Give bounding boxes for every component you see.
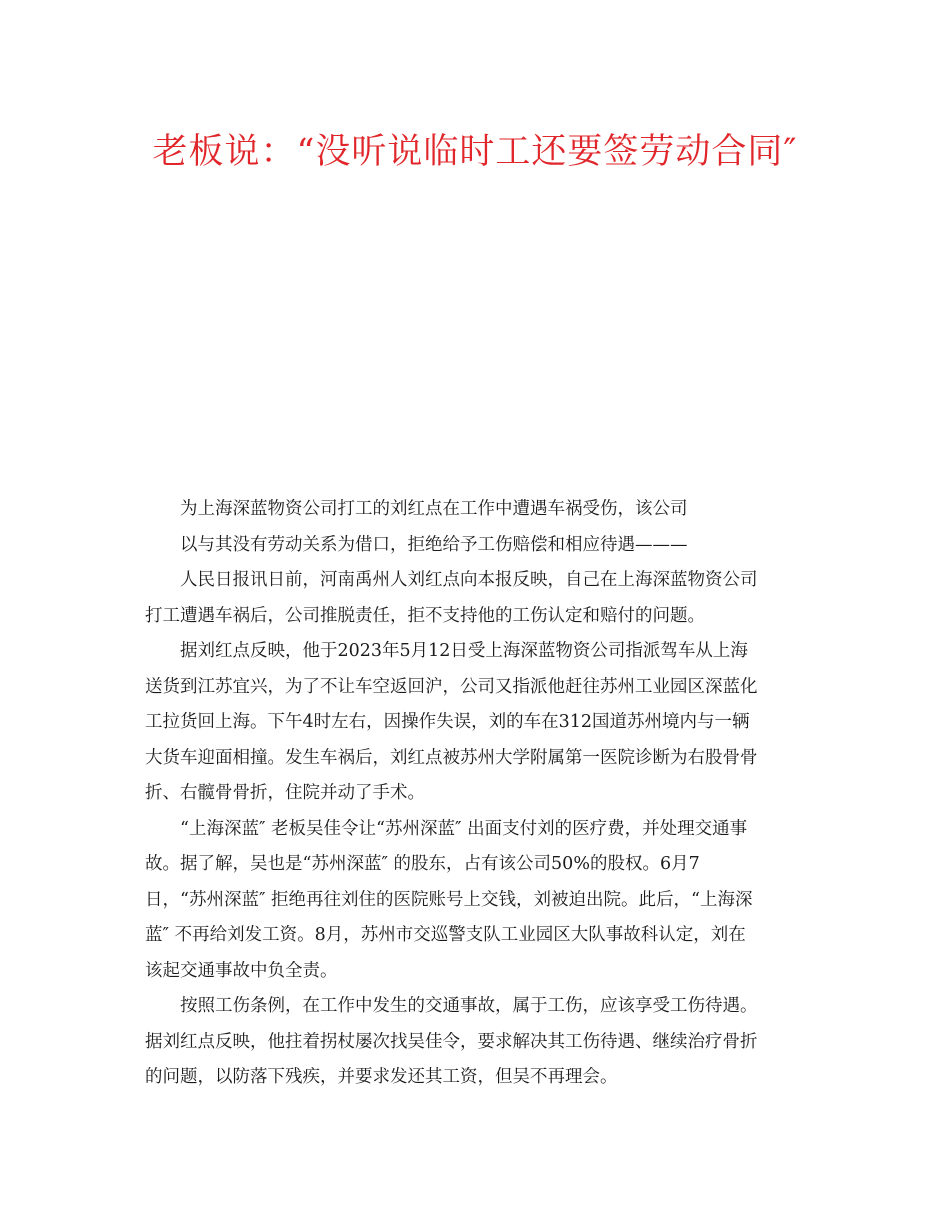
text-line: 送货到江苏宜兴，为了不让车空返回沪，公司又指派他赶往苏州工业园区深蓝化 [145, 676, 758, 697]
text-line: 该起交通事故中负全责。 [145, 960, 338, 981]
text-line: 据刘红点反映，他拄着拐杖屡次找吴佳令，要求解决其工伤待遇、继续治疗骨折 [145, 1031, 758, 1052]
text-line: 据刘红点反映，他于2023年5月12日受上海深蓝物资公司指派驾车从上海 [180, 641, 748, 661]
text-line: 蓝″ 不再给刘发工资。8月，苏州市交巡警支队工业园区大队事故科认定，刘在 [145, 925, 746, 945]
text-line: 的问题，以防落下残疾，并要求发还其工资，但吴不再理会。 [145, 1067, 618, 1087]
text-line: 日，“苏州深蓝″ 拒绝再往刘住的医院账号上交钱，刘被迫出院。此后，“上海深 [145, 889, 753, 910]
text-line: 人民日报讯日前，河南禹州人刘红点向本报反映，自己在上海深蓝物资公司 [180, 570, 758, 590]
text-line: 按照工伤条例，在工作中发生的交通事故，属于工伤，应该享受工伤待遇。 [180, 996, 758, 1016]
text-line: 工拉货回上海。下午4时左右，因操作失误，刘的车在312国道苏州境内与一辆 [145, 712, 750, 732]
text-line: 故。据了解，吴也是“苏州深蓝″ 的股东，占有该公司50%的股权。6月7 [145, 854, 700, 874]
article-body [145, 492, 810, 1096]
text-line: 以与其没有劳动关系为借口，拒绝给予工伤赔偿和相应待遇——— [180, 534, 688, 555]
text-line: 大货车迎面相撞。发生车祸后，刘红点被苏州大学附属第一医院诊断为右股骨骨 [145, 747, 758, 768]
page-title: 老板说：“没听说临时工还要签劳动合同″ [152, 132, 798, 172]
text-line: “上海深蓝″ 老板吴佳令让“苏州深蓝″ 出面支付刘的医疗费，并处理交通事 [180, 818, 748, 839]
text-line: 折、右髋骨骨折，住院并动了手术。 [145, 783, 425, 803]
text-line: 为上海深蓝物资公司打工的刘红点在工作中遭遇车祸受伤，该公司 [180, 499, 688, 519]
text-line: 打工遭遇车祸后，公司推脱责任，拒不支持他的工伤认定和赔付的问题。 [145, 605, 705, 626]
